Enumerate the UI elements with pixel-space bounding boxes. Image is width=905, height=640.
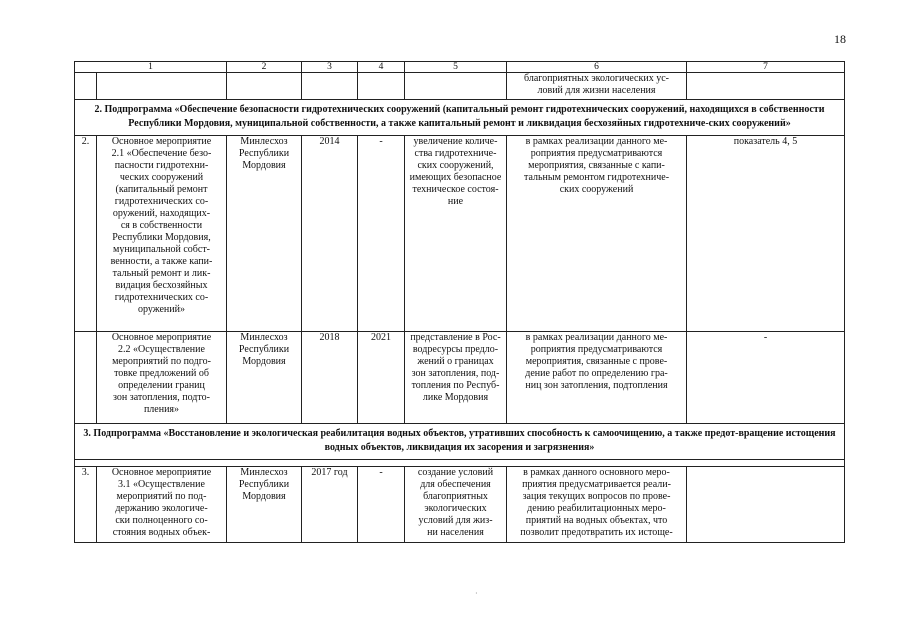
cont-c5-cell — [405, 73, 507, 100]
measure-3-1-indicator — [687, 467, 845, 543]
measure-2-1-row — [75, 136, 845, 332]
cont-c1-cell — [97, 73, 227, 100]
measure-2-1-indicator: показатель 4, 5 — [687, 136, 845, 332]
continuation-row — [75, 73, 845, 100]
measure-2-1-executor: Минлесхоз Республики Мордовия — [227, 136, 302, 332]
program-measures-table — [74, 61, 845, 543]
column-number-row — [75, 62, 845, 73]
cont-c3-cell — [302, 73, 358, 100]
measure-3-1-executor: Минлесхоз Республики Мордовия — [227, 467, 302, 543]
measure-3-1-row — [75, 467, 845, 543]
measure-2-2-description: в рамках реализации данного ме- роприятия предусматриваются мероприятия, связанные с прове- дение работ по определению гра- ниц зон затопления, подтопления — [507, 332, 687, 424]
spacer-row — [75, 460, 845, 467]
measure-2-2-title: Основное мероприятие 2.2 «Осуществление мероприятий по подго- товке предложений об определении границ зон затопления, подто- пления» — [97, 332, 227, 424]
col-number-7: 7 — [687, 62, 845, 73]
measure-3-1-description: в рамках данного основного меро- приятия предусматривается реали- зация текущих вопросов по прове- дению реабилитационных меро- приятий на водных объектах, что позволит предотвратить их истоще- — [507, 467, 687, 543]
measure-3-1-title: Основное мероприятие 3.1 «Осуществление мероприятий по под- держанию экологиче- ски полноценного со- стояния водных объек- — [97, 467, 227, 543]
measure-2-2-indicator: - — [687, 332, 845, 424]
col-number-6: 6 — [507, 62, 687, 73]
subprogram-3-row — [75, 424, 845, 460]
col-number-2: 2 — [227, 62, 302, 73]
spacer-cell — [75, 460, 845, 467]
measure-2-2-row — [75, 332, 845, 424]
col-number-4: 4 — [358, 62, 405, 73]
scan-speck: · — [475, 589, 478, 598]
measure-2-2-num — [75, 332, 97, 424]
col-number-3: 3 — [302, 62, 358, 73]
measure-2-1-end: - — [358, 136, 405, 332]
subprogram-2-heading: 2. Подпрограмма «Обеспечение безопасности гидротехнических сооружений (капитальный ремонт гидротехнических сооружений, находящихся в собственности Республики Мордовия, муниципальной собственности, а также капитальный ремонт и ликвидация бесхозяйных гидротехниче-ских сооружений» — [75, 100, 845, 136]
cont-c4-cell — [358, 73, 405, 100]
cont-c7-cell — [687, 73, 845, 100]
measure-2-2-result: представление в Рос- водресурсы предло- жений о границах зон затопления, под- топления по Респуб- лике Мордовия — [405, 332, 507, 424]
subprogram-3-heading: 3. Подпрограмма «Восстановление и экологическая реабилитация водных объектов, утративших способность к самоочищению, а также предот-вращение истощения водных объектов, ликвидация их засорения и загрязнения» — [75, 424, 845, 460]
measure-2-2-start: 2018 — [302, 332, 358, 424]
cont-c6-cell: благоприятных экологических ус- ловий для жизни населения — [507, 73, 687, 100]
col-number-1: 1 — [75, 62, 227, 73]
measure-2-1-num: 2. — [75, 136, 97, 332]
cont-c2-cell — [227, 73, 302, 100]
measure-3-1-result: создание условий для обеспечения благоприятных экологических условий для жиз- ни населения — [405, 467, 507, 543]
measure-2-1-description: в рамках реализации данного ме- роприятия предусматриваются мероприятия, связанные с капи- тальным ремонтом гидротехниче- ских сооружений — [507, 136, 687, 332]
col-number-5: 5 — [405, 62, 507, 73]
measure-2-1-result: увеличение количе- ства гидротехниче- ских сооружений, имеющих безопасное техническое состоя- ние — [405, 136, 507, 332]
measure-3-1-num: 3. — [75, 467, 97, 543]
page-number: 18 — [834, 32, 846, 46]
measure-3-1-start: 2017 год — [302, 467, 358, 543]
measure-2-2-executor: Минлесхоз Республики Мордовия — [227, 332, 302, 424]
subprogram-2-row — [75, 100, 845, 136]
measure-2-2-end: 2021 — [358, 332, 405, 424]
measure-3-1-end: - — [358, 467, 405, 543]
cont-num-cell — [75, 73, 97, 100]
measure-2-1-title: Основное мероприятие 2.1 «Обеспечение безо- пасности гидротехни- ческих сооружений (капитальный ремонт гидротехнических со- оружений, находящих- ся в собственности Республики Мордовия, муниципальной собст- венности, а также капи- тальный ремонт и лик- видация бесхозяйных гидротехнических со- оружений» — [97, 136, 227, 332]
measure-2-1-start: 2014 — [302, 136, 358, 332]
